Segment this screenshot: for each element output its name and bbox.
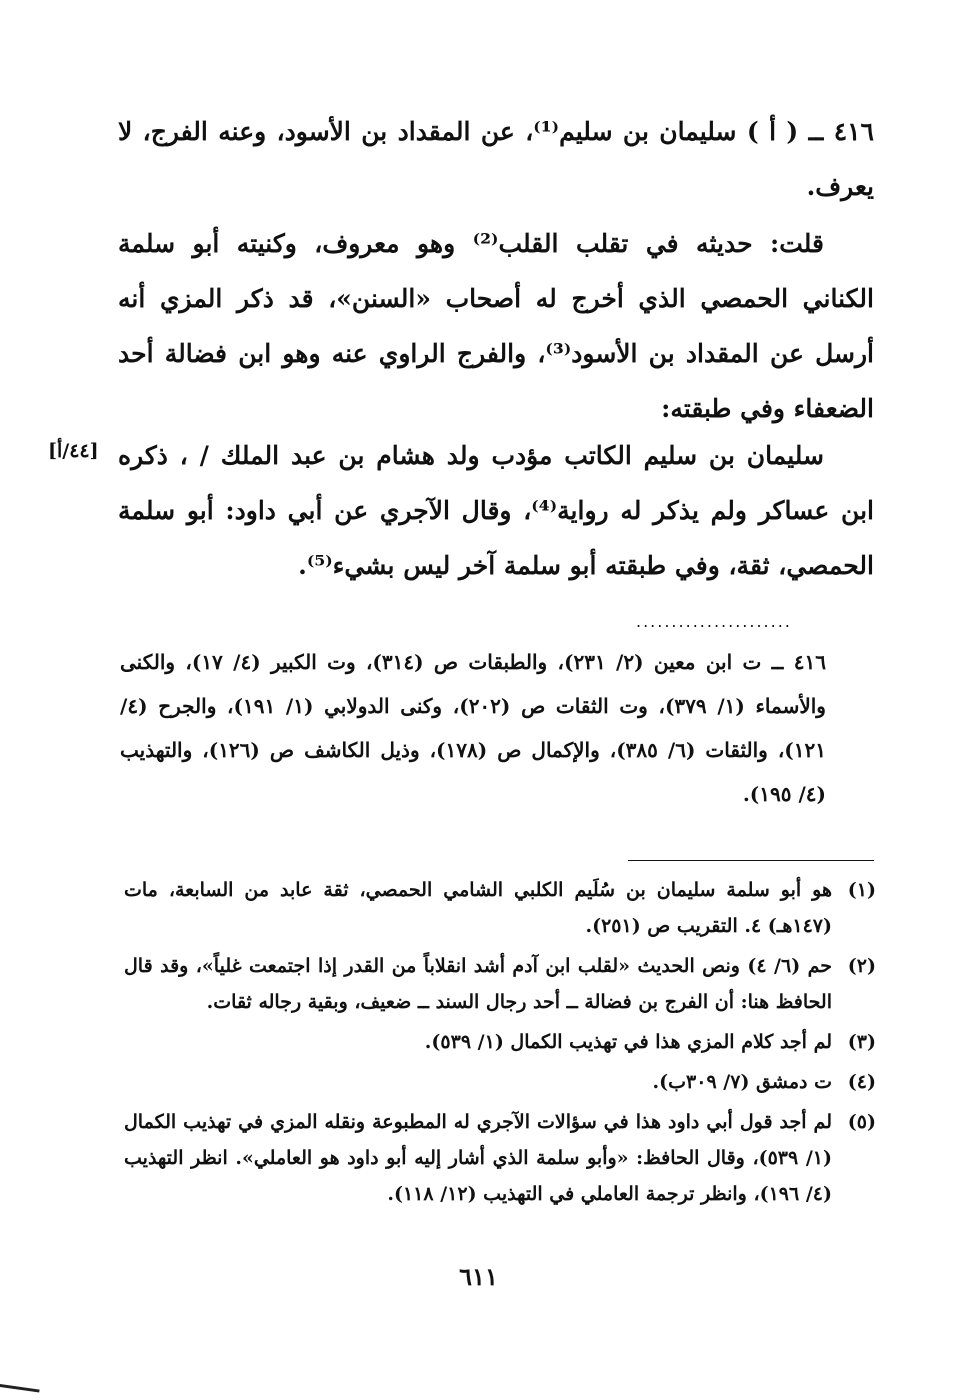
comment-paragraph-block bbox=[118, 216, 874, 436]
dotted-separator: ...................... bbox=[636, 612, 792, 631]
comment-paragraph: قلت: حديثه في تقلب القلب⁽²⁾ وهو معروف، وكنيته أبو سلمة الكناني الحمصي الذي أخرج له أصحاب «السنن»، قد ذكر المزي أنه أرسل عن المقداد بن الأسود⁽³⁾، والفرج الراوي عنه وهو ابن فضالة أحد الضعفاء وفي طبقته: bbox=[118, 229, 874, 423]
footnote-item bbox=[124, 1104, 876, 1212]
manuscript-folio-marker: [٤٤/أ] bbox=[48, 440, 99, 462]
footnote-number: (١) bbox=[847, 879, 876, 901]
footnote-text: ت دمشق (٧/ ٣٠٩ب). bbox=[652, 1071, 832, 1093]
page-number: ٦١١ bbox=[459, 1262, 498, 1291]
scan-edge-mark bbox=[0, 1384, 40, 1393]
footnote-number: (٤) bbox=[847, 1071, 876, 1093]
footnote-text: لم أجد كلام المزي هذا في تهذيب الكمال (١/ ٥٣٩). bbox=[424, 1031, 832, 1053]
third-paragraph: سليمان بن سليم الكاتب مؤدب ولد هشام بن عبد الملك / ، ذكره ابن عساكر ولم يذكر له رواية⁽⁴⁾، وقال الآجري عن أبي داود: أبو سلمة الحمصي، ثقة، وفي طبقته أبو سلمة آخر ليس بشيء⁽⁵⁾. bbox=[118, 441, 874, 580]
entry-paragraph: ٤١٦ ــ ( أ ) سليمان بن سليم⁽¹⁾، عن المقداد بن الأسود، وعنه الفرج، لا يعرف. bbox=[118, 117, 874, 201]
editor-comment-block bbox=[120, 640, 826, 816]
footnote-item bbox=[124, 872, 876, 944]
footnote-number: (٢) bbox=[847, 955, 876, 977]
third-paragraph-block bbox=[118, 428, 874, 593]
footnote-number: (٥) bbox=[847, 1111, 876, 1133]
footnote-item bbox=[124, 1024, 876, 1060]
footnote-separator-line bbox=[628, 860, 874, 861]
footnotes-list bbox=[124, 872, 876, 1216]
footnote-item bbox=[124, 1064, 876, 1100]
footnote-number: (٣) bbox=[847, 1031, 876, 1053]
editor-comment: ٤١٦ ــ ت ابن معين (٢/ ٢٣١)، والطبقات ص (٣١٤)، وت الكبير (٤/ ١٧)، والكنى والأسماء (١/ ٣٧٩)، وت الثقات ص (٢٠٢)، وكنى الدولابي (١/ ١٩١)، والجرح (٤/ ١٢١)، والثقات (٦/ ٣٨٥)، والإكمال ص (١٧٨)، وذيل الكاشف ص (١٢٦)، والتهذيب (٤/ ١٩٥). bbox=[120, 650, 826, 806]
footnote-text: هو أبو سلمة سليمان بن سُلَيم الكلبي الشامي الحمصي، ثقة عابد من السابعة، مات (١٤٧هـ) ٤. التقريب ص (٢٥١). bbox=[124, 879, 832, 937]
footnote-text: لم أجد قول أبي داود هذا في سؤالات الآجري له المطبوعة ونقله المزي في تهذيب الكمال (١/ ٥٣٩)، وقال الحافظ: «وأبو سلمة الذي أشار إليه أبو داود هو العاملي». انظر التهذيب (٤/ ١٩٦)، وانظر ترجمة العاملي في التهذيب (١٢/ ١١٨). bbox=[124, 1111, 832, 1205]
entry-paragraph-block bbox=[118, 104, 874, 214]
footnote-text: حم (٦/ ٤) ونص الحديث «لقلب ابن آدم أشد انقلاباً من القدر إذا اجتمعت غلياً»، وقد قال الحافظ هنا: أن الفرج بن فضالة ــ أحد رجال السند ــ ضعيف، وبقية رجاله ثقات. bbox=[124, 955, 833, 1013]
footnote-item bbox=[124, 948, 876, 1020]
